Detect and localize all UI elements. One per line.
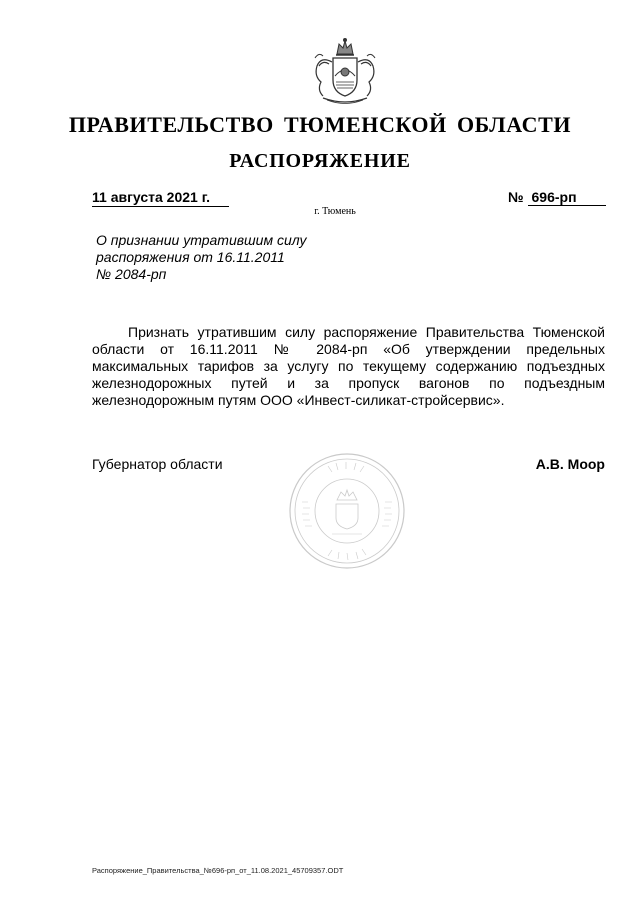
subject-line: распоряжения от 16.11.2011 <box>96 249 285 265</box>
footer-filename: Распоряжение_Правительства_№696-рп_от_11.08.2021_45709357.ODT <box>92 866 344 875</box>
document-date: 11 августа 2021 г. <box>92 189 229 207</box>
city: г. Тюмень <box>314 206 356 217</box>
coat-of-arms-icon <box>303 36 387 108</box>
body-paragraph: Признать утратившим силу распоряжение Правительства Тюменской области от 16.11.2011 № 2084-рп «Об утверждении предельных максимальных тарифов за услугу по текущему содержанию подъездных железнодорожных путей и за пропуск вагонов по подъездным железнодорожным путям ООО «Инвест-силикат-стройсервис». <box>92 324 605 408</box>
document-subject <box>96 232 346 283</box>
number-label: № <box>508 189 524 205</box>
signer-title: Губернатор области <box>92 456 223 472</box>
document-number <box>508 189 606 206</box>
number-value: 696-рп <box>528 189 606 206</box>
subject-line: № 2084-рп <box>96 266 167 282</box>
subject-line: О признании утратившим силу <box>96 232 307 248</box>
signer-name: А.В. Моор <box>535 456 605 472</box>
government-title: ПРАВИТЕЛЬСТВО ТЮМЕНСКОЙ ОБЛАСТИ <box>68 112 572 137</box>
official-seal-icon <box>288 452 406 570</box>
document-type: РАСПОРЯЖЕНИЕ <box>229 150 411 172</box>
